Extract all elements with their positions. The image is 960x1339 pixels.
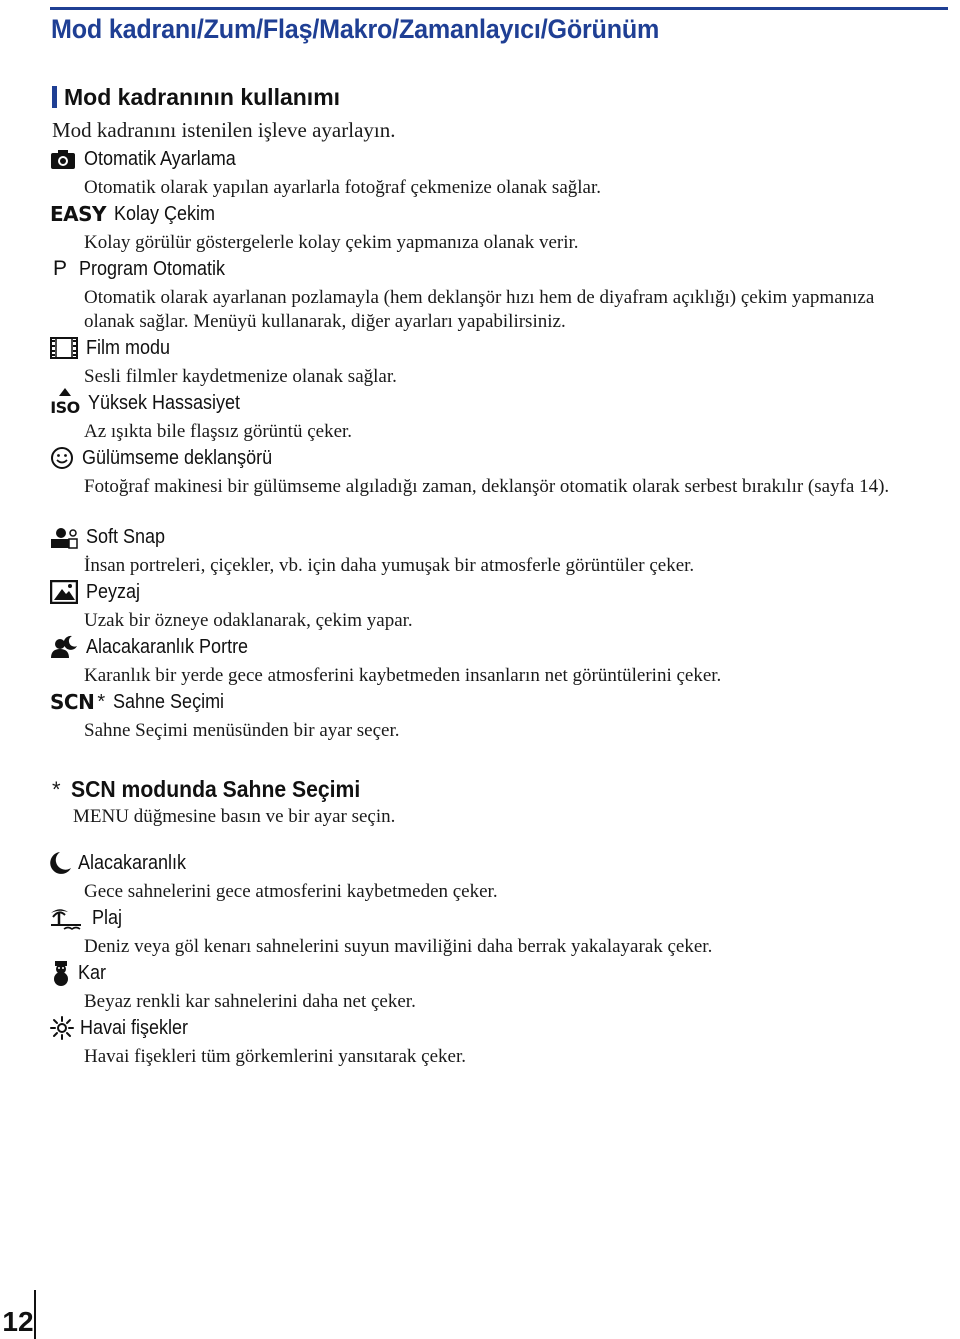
mode-description: Sahne Seçimi menüsünden bir ayar seçer. — [84, 720, 400, 741]
section-heading — [52, 84, 340, 110]
footnote-star: * — [97, 690, 106, 713]
scene-label: Alacakaranlık — [78, 851, 187, 874]
high-iso-icon: ISO — [50, 391, 80, 415]
section-marker — [52, 86, 57, 108]
mode-description: Otomatik olarak ayarlanan pozlamayla (hem deklanşör hızı hem de diyafram açıklığı) çekim yapmanıza olanak sağlar. Menüyü kullanarak, diğer ayarları yapabilirsiniz. — [84, 287, 875, 332]
mode-auto — [50, 146, 904, 200]
mode-label: Alacakaranlık Portre — [86, 635, 249, 658]
landscape-icon — [50, 580, 78, 604]
scene-description: Beyaz renkli kar sahnelerini daha net çeker. — [84, 991, 416, 1012]
snowman-icon — [50, 961, 72, 985]
mode-description: Sesli filmler kaydetmenize olanak sağlar. — [84, 366, 397, 387]
program-p-icon: P — [53, 257, 68, 280]
scene-description: Havai fişekleri tüm görkemlerini yansıtarak çeker. — [84, 1046, 466, 1067]
mode-description: Karanlık bir yerde gece atmosferini kaybetmeden insanların net görüntülerini çeker. — [84, 665, 722, 686]
scene-beach — [50, 905, 904, 959]
mode-program — [50, 256, 904, 334]
mode-smile-shutter — [50, 445, 904, 499]
mode-label: Kolay Çekim — [114, 202, 216, 225]
mode-landscape — [50, 579, 904, 633]
page-title: Mod kadranı/Zum/Flaş/Makro/Zamanlayıcı/Görünüm — [51, 14, 660, 44]
film-icon — [50, 336, 78, 360]
footnote-star: * — [52, 776, 61, 802]
mode-high-sensitivity — [50, 390, 904, 444]
scene-description: Deniz veya göl kenarı sahnelerini suyun maviliğini daha berrak yakalayarak çeker. — [84, 936, 713, 957]
mode-label: Gülümseme deklanşörü — [82, 446, 273, 469]
mode-description: Fotoğraf makinesi bir gülümseme algıladığı zaman, deklanşör otomatik olarak serbest bırakılır (sayfa 14). — [84, 476, 890, 497]
mode-label: Yüksek Hassasiyet — [88, 391, 241, 414]
mode-description: Otomatik olarak yapılan ayarlarla fotoğraf çekmenize olanak sağlar. — [84, 177, 601, 198]
scene-description: Gece sahnelerini gece atmosferini kaybetmeden çeker. — [84, 881, 498, 902]
mode-twilight-portrait — [50, 634, 904, 688]
scene-label: Kar — [78, 961, 107, 984]
scene-snow — [50, 960, 904, 1014]
mode-label: Soft Snap — [86, 525, 166, 548]
scn-icon: SCN — [50, 690, 95, 714]
section-intro: Mod kadranını istenilen işleve ayarlayın. — [52, 118, 396, 142]
mode-label: Sahne Seçimi — [113, 690, 225, 713]
mode-label: Program Otomatik — [79, 257, 226, 280]
easy-icon: EASY — [50, 202, 107, 226]
beach-icon — [50, 906, 82, 930]
mode-scene-selection — [50, 689, 904, 743]
fireworks-icon — [50, 1016, 74, 1040]
mode-soft-snap — [50, 524, 904, 578]
mode-label: Film modu — [86, 336, 171, 359]
scn-intro: MENU düğmesine basın ve bir ayar seçin. — [73, 806, 396, 827]
camera-icon — [50, 147, 76, 171]
mode-description: Az ışıkta bile flaşsız görüntü çeker. — [84, 421, 353, 442]
scene-fireworks — [50, 1015, 904, 1069]
scn-heading — [52, 776, 385, 803]
mode-description: Uzak bir özneye odaklanarak, çekim yapar. — [84, 610, 413, 631]
twilight-portrait-icon — [50, 635, 78, 659]
smile-icon — [50, 446, 74, 470]
mode-label: Otomatik Ayarlama — [84, 147, 236, 170]
mode-description: Kolay görülür göstergelerle kolay çekim yapmanıza olanak verir. — [84, 232, 579, 253]
scn-title: SCN modunda Sahne Seçimi — [70, 776, 360, 802]
page-number: 12 — [2, 1306, 34, 1337]
moon-icon — [50, 851, 72, 875]
mode-movie — [50, 335, 904, 389]
mode-label: Peyzaj — [86, 580, 141, 603]
scene-twilight — [50, 850, 904, 904]
mode-easy — [50, 201, 904, 255]
soft-snap-icon — [50, 525, 78, 549]
scene-label: Havai fişekler — [80, 1016, 189, 1039]
mode-description: İnsan portreleri, çiçekler, vb. için daha yumuşak bir atmosferle görüntüler çeker. — [84, 555, 695, 576]
title-rule — [50, 7, 948, 10]
section-title: Mod kadranının kullanımı — [64, 83, 341, 110]
scene-label: Plaj — [92, 906, 123, 929]
